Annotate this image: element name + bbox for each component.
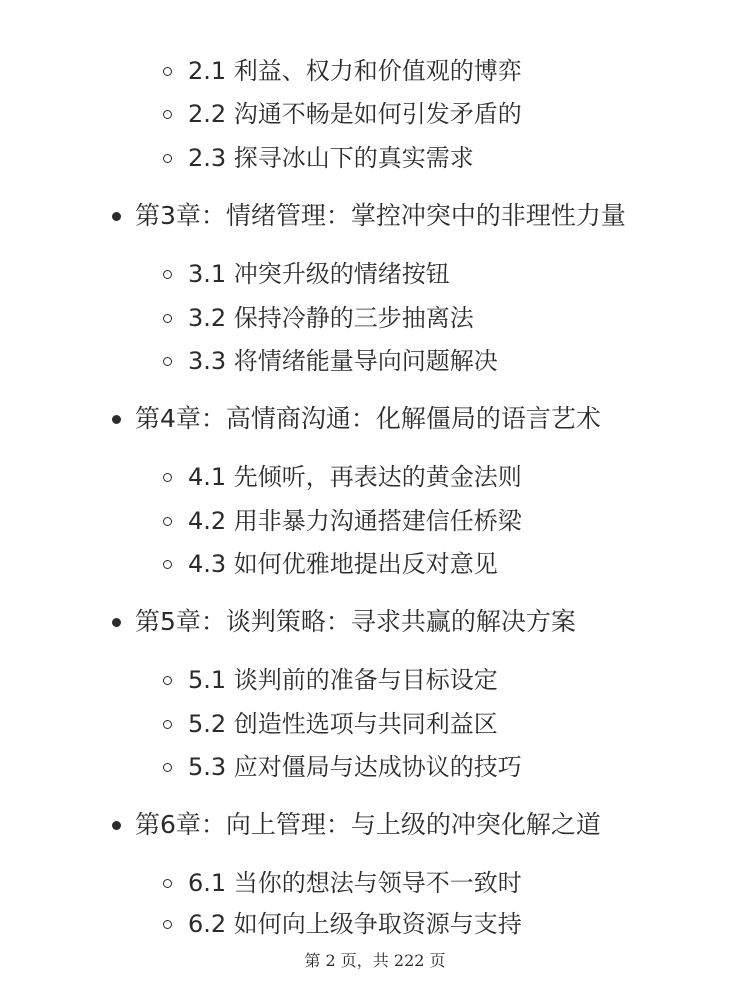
chapter-label: 第4章：高情商沟通：化解僵局的语言艺术 bbox=[135, 404, 601, 433]
hollow-bullet-icon bbox=[163, 154, 172, 163]
hollow-bullet-icon bbox=[163, 314, 172, 323]
section-label: 3.3 将情绪能量导向问题解决 bbox=[188, 347, 498, 375]
filled-bullet-icon bbox=[112, 618, 121, 627]
chapter-label: 第5章：谈判策略：寻求共赢的解决方案 bbox=[135, 607, 576, 636]
hollow-bullet-icon bbox=[163, 473, 172, 482]
section-label: 2.1 利益、权力和价值观的博弈 bbox=[188, 57, 522, 85]
hollow-bullet-icon bbox=[163, 560, 172, 569]
hollow-bullet-icon bbox=[163, 517, 172, 526]
section-label: 2.3 探寻冰山下的真实需求 bbox=[188, 144, 474, 172]
filled-bullet-icon bbox=[112, 821, 121, 830]
chapter-label: 第6章：向上管理：与上级的冲突化解之道 bbox=[135, 810, 601, 839]
filled-bullet-icon bbox=[112, 415, 121, 424]
hollow-bullet-icon bbox=[163, 720, 172, 729]
hollow-bullet-icon bbox=[163, 110, 172, 119]
section-label: 5.2 创造性选项与共同利益区 bbox=[188, 710, 498, 738]
hollow-bullet-icon bbox=[163, 920, 172, 929]
section-label: 2.2 沟通不畅是如何引发矛盾的 bbox=[188, 100, 522, 128]
page-number-footer: 第 2 页，共 222 页 bbox=[304, 951, 446, 970]
section-label: 6.1 当你的想法与领导不一致时 bbox=[188, 869, 522, 897]
section-label: 3.1 冲突升级的情绪按钮 bbox=[188, 260, 450, 288]
hollow-bullet-icon bbox=[163, 67, 172, 76]
hollow-bullet-icon bbox=[163, 763, 172, 772]
hollow-bullet-icon bbox=[163, 879, 172, 888]
section-label: 5.1 谈判前的准备与目标设定 bbox=[188, 666, 498, 694]
section-label: 6.2 如何向上级争取资源与支持 bbox=[188, 910, 522, 938]
section-label: 3.2 保持冷静的三步抽离法 bbox=[188, 304, 474, 332]
hollow-bullet-icon bbox=[163, 676, 172, 685]
section-label: 4.3 如何优雅地提出反对意见 bbox=[188, 550, 498, 578]
hollow-bullet-icon bbox=[163, 357, 172, 366]
filled-bullet-icon bbox=[112, 212, 121, 221]
section-label: 4.2 用非暴力沟通搭建信任桥梁 bbox=[188, 507, 522, 535]
hollow-bullet-icon bbox=[163, 270, 172, 279]
section-label: 4.1 先倾听，再表达的黄金法则 bbox=[188, 463, 522, 491]
chapter-label: 第3章：情绪管理：掌控冲突中的非理性力量 bbox=[135, 201, 626, 230]
section-label: 5.3 应对僵局与达成协议的技巧 bbox=[188, 753, 522, 781]
